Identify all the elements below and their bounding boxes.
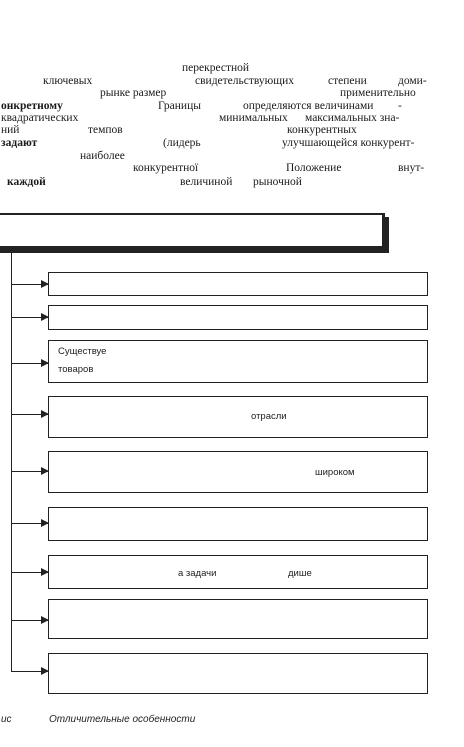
diagram-box-5: [48, 451, 428, 493]
word: величиной: [180, 176, 233, 188]
box-text: товаров: [58, 364, 94, 375]
box-text: дише: [288, 568, 312, 579]
word: наиболее: [80, 150, 125, 162]
arrow: [11, 363, 48, 364]
connector-line: [11, 248, 12, 672]
word: рыночной: [253, 176, 302, 188]
word: применительно: [340, 87, 416, 99]
diagram-box-3: [48, 340, 428, 383]
word: задают: [1, 137, 38, 149]
arrow: [11, 572, 48, 573]
diagram-box-2: [48, 305, 428, 330]
word: конкурентної: [133, 162, 199, 174]
word: Положение: [286, 162, 342, 174]
word: (лидерь: [163, 137, 201, 149]
arrow: [11, 471, 48, 472]
word: каждой: [7, 176, 46, 188]
word: определяются величинами: [243, 100, 374, 112]
word: -: [398, 100, 402, 112]
figure-label: ис: [1, 714, 12, 725]
arrow: [11, 523, 48, 524]
box-text: а задачи: [178, 568, 217, 579]
arrow: [11, 620, 48, 621]
word: внут-: [398, 162, 425, 174]
word: темпов: [88, 124, 123, 136]
arrow: [11, 414, 48, 415]
box-text: отрасли: [251, 411, 287, 422]
box-text: Существуе: [58, 346, 107, 357]
box-text: широком: [315, 467, 355, 478]
figure-caption: Отличительные особенности: [49, 714, 196, 725]
arrow: [11, 284, 48, 285]
word: ключевых: [43, 75, 93, 87]
arrow: [11, 671, 48, 672]
word: доми-: [398, 75, 427, 87]
diagram-header-box: [0, 213, 385, 249]
word: ний: [1, 124, 20, 136]
diagram-box-6: [48, 507, 428, 541]
diagram-box-9: [48, 653, 428, 694]
diagram-box-4: [48, 396, 428, 438]
diagram-box-8: [48, 599, 428, 639]
diagram-box-7: [48, 555, 428, 589]
diagram-box-1: [48, 272, 428, 296]
word: онкретному: [1, 100, 63, 112]
word: конкурентных: [287, 124, 357, 136]
word: максимальных зна-: [305, 112, 400, 124]
word: свидетельствующих: [195, 75, 295, 87]
word: минимальных: [219, 112, 288, 124]
word: улучшающейся конкурент-: [282, 137, 415, 149]
word: рынке размер: [100, 87, 167, 99]
word: степени: [328, 75, 367, 87]
word: перекрестной: [182, 62, 250, 74]
word: квадратических: [1, 112, 79, 124]
word: Границы: [158, 100, 201, 112]
arrow: [11, 317, 48, 318]
